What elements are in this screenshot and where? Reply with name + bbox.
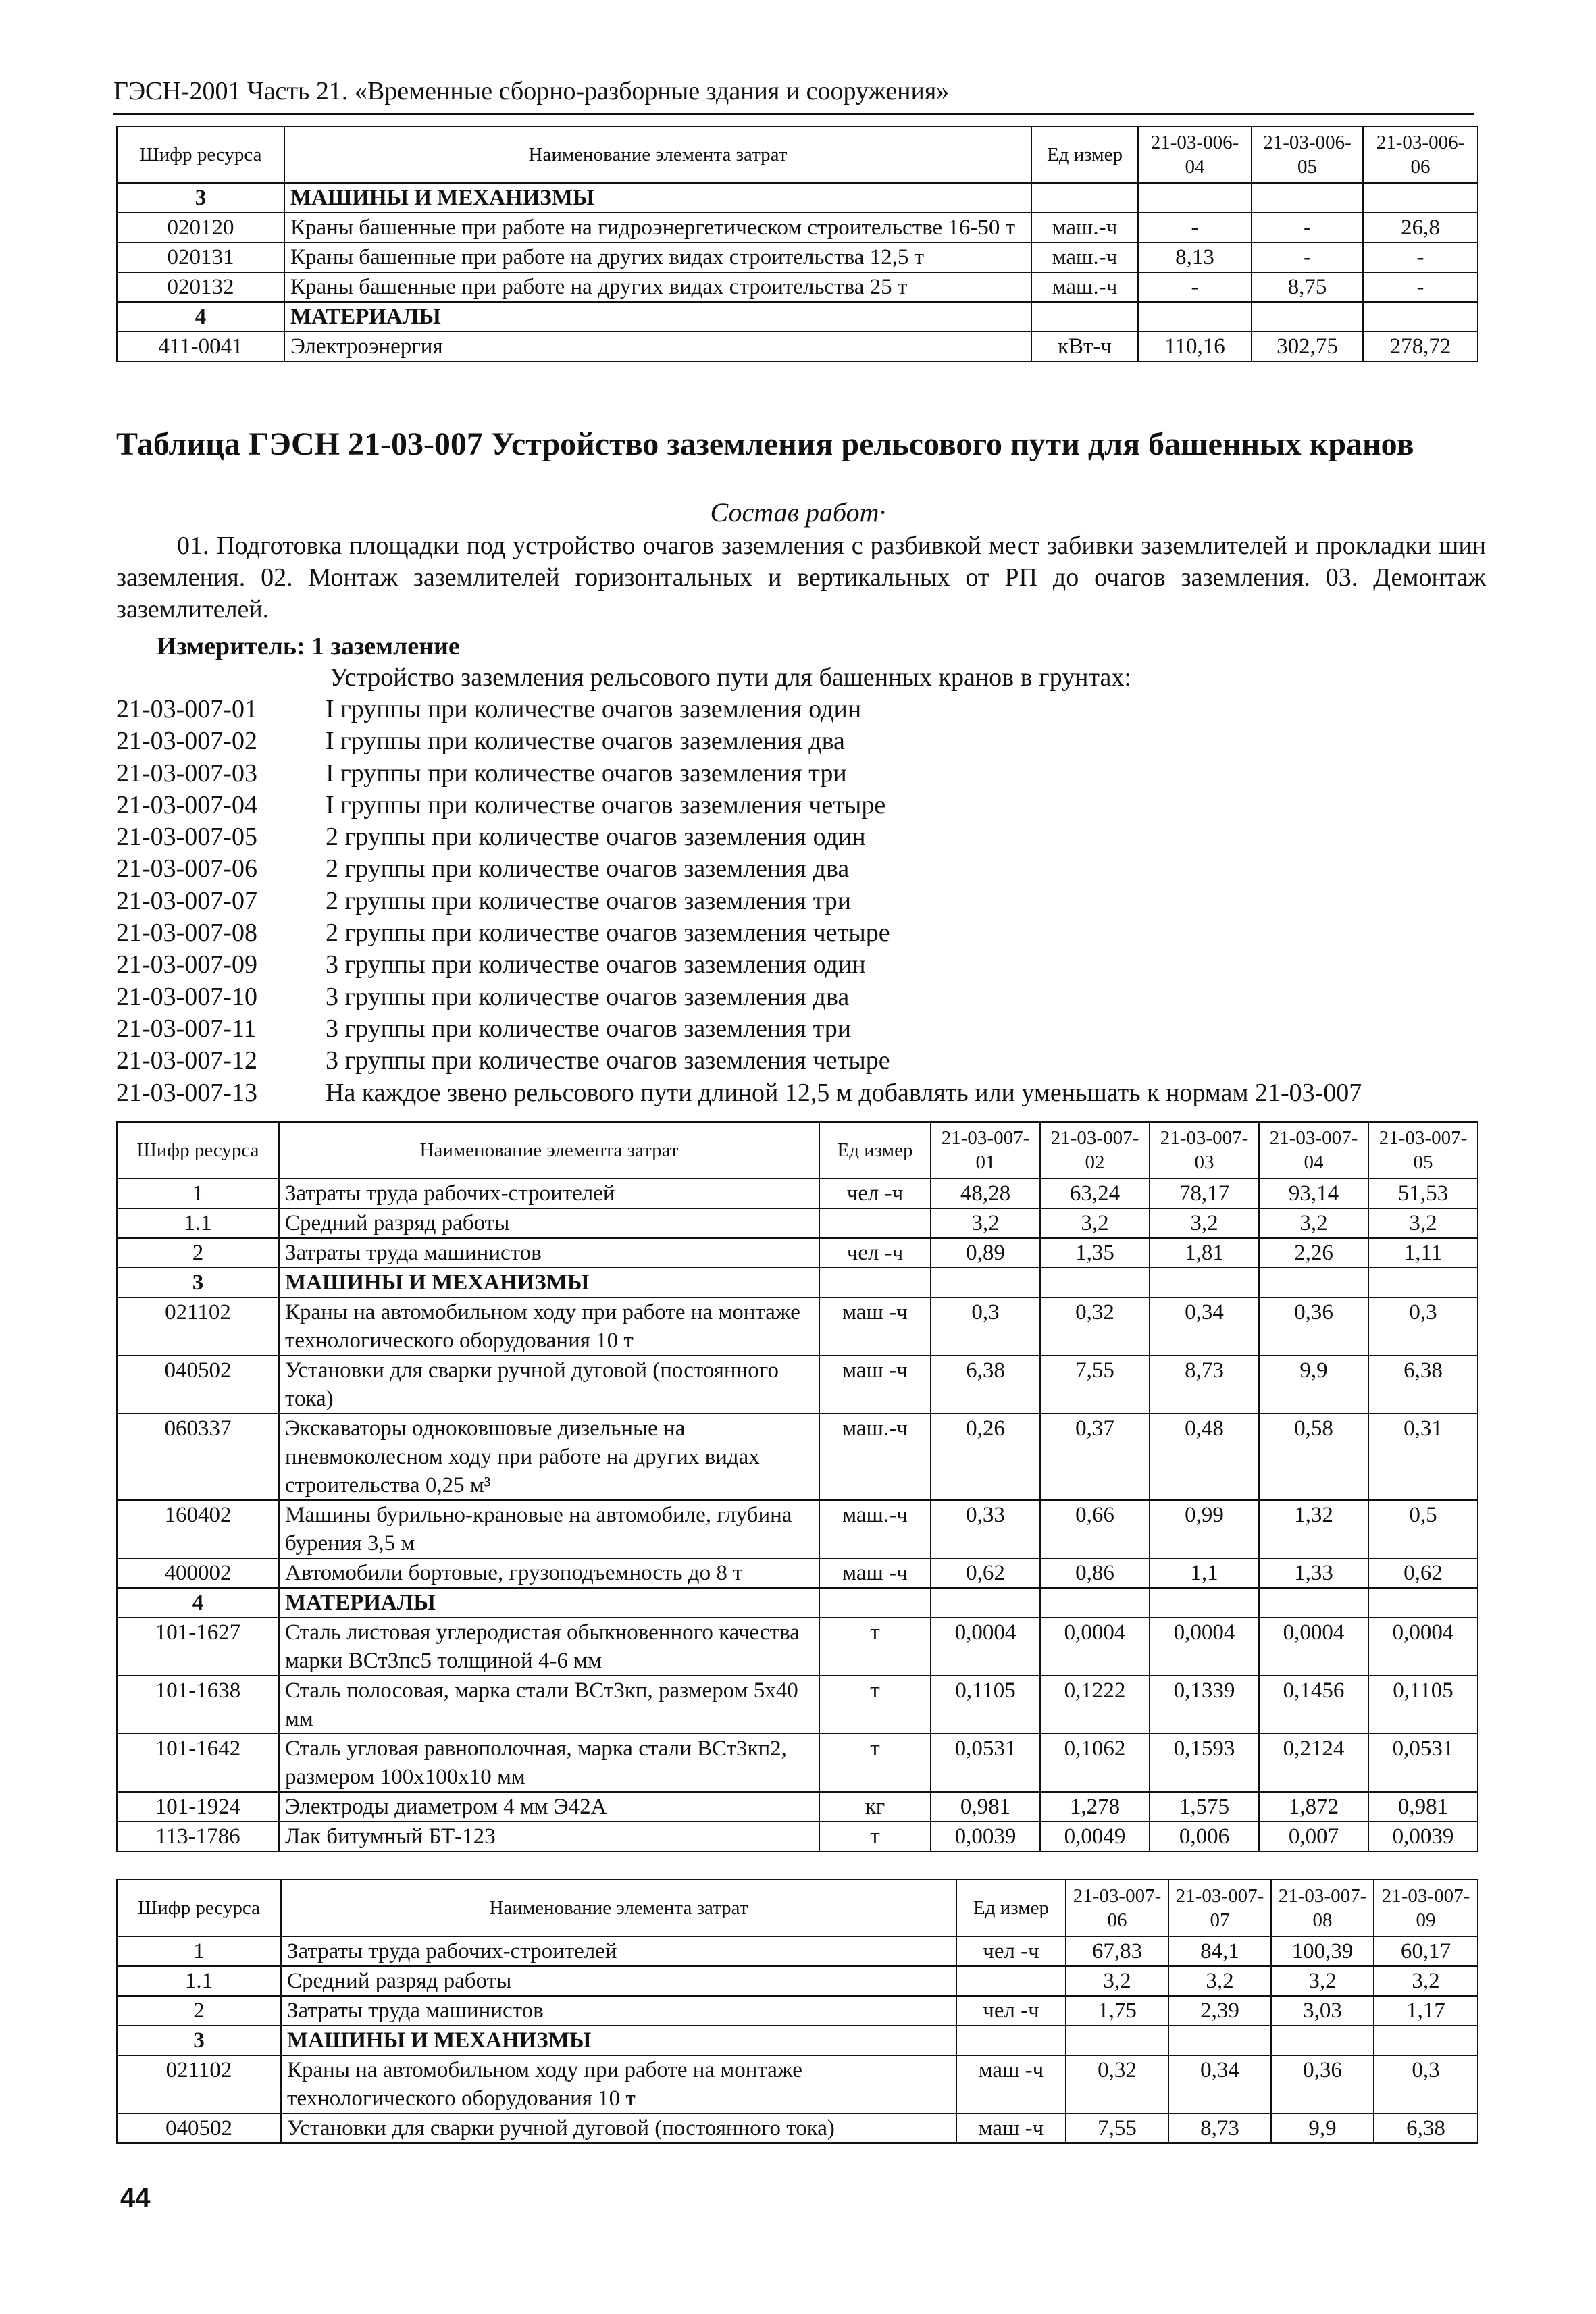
- norm-value: 0,99: [1150, 1500, 1259, 1558]
- norm-value: 0,981: [931, 1792, 1040, 1822]
- norm-value: 26,8: [1363, 213, 1478, 242]
- resource-name: Лак битумный БТ-123: [279, 1822, 819, 1851]
- norm-value: 3,2: [931, 1208, 1040, 1238]
- norm-value: 0,1593: [1150, 1734, 1259, 1792]
- column-header: 21-03-007-05: [1368, 1122, 1478, 1179]
- table-row: [117, 1238, 1478, 1268]
- column-header: 21-03-006-05: [1252, 126, 1363, 183]
- norm-value: 3,2: [1368, 1208, 1478, 1238]
- table-row: [117, 1558, 1478, 1588]
- norm-value: 0,0531: [1368, 1734, 1478, 1792]
- resource-table-bottom: [116, 1879, 1478, 2144]
- variant-item: [116, 1045, 1362, 1077]
- resource-code: 060337: [117, 1414, 279, 1500]
- norm-value: 67,83: [1066, 1936, 1168, 1966]
- variant-code: 21-03-007-06: [116, 854, 257, 883]
- norm-value: [1150, 1588, 1259, 1618]
- norm-value: [931, 1588, 1040, 1618]
- norm-value: 9,9: [1271, 2113, 1374, 2143]
- section-row: [117, 1268, 1478, 1297]
- column-header: Шифр ресурса: [117, 1880, 281, 1936]
- column-header: 21-03-006-04: [1138, 126, 1252, 183]
- norm-value: 0,0004: [1040, 1618, 1150, 1676]
- norm-value: -: [1138, 272, 1252, 302]
- resource-name: Затраты труда рабочих-строителей: [281, 1936, 956, 1966]
- norm-value: 7,55: [1066, 2113, 1168, 2143]
- resource-code: 020120: [117, 213, 284, 242]
- table-row: [117, 1208, 1478, 1238]
- resource-table-mid: [116, 1121, 1478, 1852]
- norm-value: 278,72: [1363, 332, 1478, 361]
- table-row: [117, 1936, 1478, 1966]
- variant-item: [116, 853, 1362, 885]
- table-row: [117, 242, 1478, 272]
- norm-value: 0,1339: [1150, 1676, 1259, 1734]
- column-header: 21-03-007-06: [1066, 1880, 1168, 1936]
- resource-name: Электроды диаметром 4 мм Э42А: [279, 1792, 819, 1822]
- resource-code: 040502: [117, 2113, 281, 2143]
- column-header: Ед измер: [956, 1880, 1066, 1936]
- norm-value: [1040, 1588, 1150, 1618]
- table-row: [117, 1792, 1478, 1822]
- norm-value: 3,03: [1271, 1996, 1374, 2026]
- variant-item: [116, 949, 1362, 981]
- norm-value: 93,14: [1259, 1179, 1368, 1208]
- norm-value: 0,36: [1271, 2055, 1374, 2113]
- norm-value: 60,17: [1374, 1936, 1478, 1966]
- unit: [819, 1588, 931, 1618]
- norm-value: 0,1456: [1259, 1676, 1368, 1734]
- table-row: [117, 1618, 1478, 1676]
- table-row: [117, 1734, 1478, 1792]
- norm-value: [1374, 2026, 1478, 2055]
- variant-code: 21-03-007-09: [116, 950, 257, 979]
- column-header: 21-03-007-09: [1374, 1880, 1478, 1936]
- variant-code: 21-03-007-04: [116, 790, 257, 819]
- norm-value: 0,007: [1259, 1822, 1368, 1851]
- resource-code: 101-1638: [117, 1676, 279, 1734]
- resource-code: 1.1: [117, 1208, 279, 1238]
- norm-value: [1252, 302, 1363, 332]
- resource-name: Машины бурильно-крановые на автомобиле, глубина бурения 3,5 м: [279, 1500, 819, 1558]
- variant-text: 2 группы при количестве очагов заземления четыре: [326, 919, 890, 948]
- section-row: [117, 1588, 1478, 1618]
- norm-value: [1368, 1588, 1478, 1618]
- resource-name: Установки для сварки ручной дуговой (постоянного тока): [279, 1356, 819, 1414]
- norm-value: -: [1138, 213, 1252, 242]
- norm-value: -: [1363, 242, 1478, 272]
- variant-text: На каждое звено рельсового пути длиной 12,5 м добавлять или уменьшать к нормам 21-03-007: [326, 1078, 1362, 1107]
- variant-item: [116, 1013, 1362, 1045]
- resource-name: Сталь угловая равнополочная, марка стали ВСт3кп2, размером 100х100х10 мм: [279, 1734, 819, 1792]
- unit: маш.-ч: [1031, 242, 1138, 272]
- variants-intro: Устройство заземления рельсового пути для башенных кранов в грунтах:: [330, 663, 1131, 692]
- norm-value: 0,1222: [1040, 1676, 1150, 1734]
- resource-code: 101-1627: [117, 1618, 279, 1676]
- norm-value: 1,17: [1374, 1996, 1478, 2026]
- table-row: [117, 1179, 1478, 1208]
- unit: маш -ч: [956, 2113, 1066, 2143]
- column-header: Ед измер: [819, 1122, 931, 1179]
- variant-text: 3 группы при количестве очагов заземления четыре: [326, 1046, 890, 1075]
- norm-value: 0,26: [931, 1414, 1040, 1500]
- column-header: Наименование элемента затрат: [281, 1880, 956, 1936]
- norm-value: 0,34: [1168, 2055, 1271, 2113]
- variant-item: [116, 694, 1362, 725]
- unit: т: [819, 1734, 931, 1792]
- norm-value: 6,38: [1374, 2113, 1478, 2143]
- norm-value: 1,35: [1040, 1238, 1150, 1268]
- resource-code: 3: [117, 1268, 279, 1297]
- norm-value: 0,0004: [1150, 1618, 1259, 1676]
- norm-value: 1,75: [1066, 1996, 1168, 2026]
- norm-value: 6,38: [1368, 1356, 1478, 1414]
- unit: [819, 1208, 931, 1238]
- norm-value: 3,2: [1066, 1966, 1168, 1996]
- resource-name: Краны башенные при работе на других видах строительства 12,5 т: [284, 242, 1031, 272]
- composition-text: 01. Подготовка площадки под устройство очагов заземления с разбивкой мест забивки заземлителей и прокладки шин заземления. 02. Монтаж заземлителей горизонтальных и вертикальных от РП до очагов заземления. 03. Демонтаж заземлителей.: [116, 532, 1486, 623]
- unit: кг: [819, 1792, 931, 1822]
- resource-name: Автомобили бортовые, грузоподъемность до 8 т: [279, 1558, 819, 1588]
- variant-code: 21-03-007-13: [116, 1078, 257, 1107]
- unit: маш.-ч: [819, 1500, 931, 1558]
- unit: кВт-ч: [1031, 332, 1138, 361]
- resource-name: МАШИНЫ И МЕХАНИЗМЫ: [279, 1268, 819, 1297]
- norm-value: [1259, 1268, 1368, 1297]
- norm-value: 0,006: [1150, 1822, 1259, 1851]
- resource-name: Краны на автомобильном ходу при работе на монтаже технологического оборудования 10 т: [279, 1297, 819, 1356]
- table-row: [117, 1297, 1478, 1356]
- norm-value: 3,2: [1271, 1966, 1374, 1996]
- norm-value: 8,73: [1168, 2113, 1271, 2143]
- column-header: 21-03-007-03: [1150, 1122, 1259, 1179]
- norm-value: [1259, 1588, 1368, 1618]
- norm-value: 1,81: [1150, 1238, 1259, 1268]
- variant-code: 21-03-007-08: [116, 919, 257, 948]
- table-row: [117, 213, 1478, 242]
- norm-value: 7,55: [1040, 1356, 1150, 1414]
- norm-value: 3,2: [1259, 1208, 1368, 1238]
- norm-value: [1271, 2026, 1374, 2055]
- unit: чел -ч: [819, 1238, 931, 1268]
- norm-value: 0,5: [1368, 1500, 1478, 1558]
- resource-name: МАШИНЫ И МЕХАНИЗМЫ: [281, 2026, 956, 2055]
- norm-value: [931, 1268, 1040, 1297]
- resource-name: Электроэнергия: [284, 332, 1031, 361]
- variant-code: 21-03-007-07: [116, 886, 257, 915]
- variant-code: 21-03-007-05: [116, 823, 257, 852]
- resource-code: 101-1924: [117, 1792, 279, 1822]
- norm-value: 1,278: [1040, 1792, 1150, 1822]
- unit: маш -ч: [819, 1558, 931, 1588]
- variant-text: 3 группы при количестве очагов заземления один: [326, 950, 866, 979]
- norm-value: 51,53: [1368, 1179, 1478, 1208]
- column-header: 21-03-007-04: [1259, 1122, 1368, 1179]
- table-row: [117, 1356, 1478, 1414]
- variant-code: 21-03-007-03: [116, 759, 257, 788]
- norm-value: -: [1252, 242, 1363, 272]
- norm-value: 3,2: [1374, 1966, 1478, 1996]
- unit: маш.-ч: [1031, 213, 1138, 242]
- variant-code: 21-03-007-12: [116, 1046, 257, 1075]
- unit: маш.-ч: [819, 1414, 931, 1500]
- variant-item: [116, 917, 1362, 949]
- resource-name: Затраты труда машинистов: [279, 1238, 819, 1268]
- norm-value: 0,33: [931, 1500, 1040, 1558]
- resource-name: Затраты труда рабочих-строителей: [279, 1179, 819, 1208]
- norm-value: [1150, 1268, 1259, 1297]
- variant-code: 21-03-007-11: [116, 1014, 257, 1043]
- resource-code: 021102: [117, 1297, 279, 1356]
- norm-value: 0,62: [931, 1558, 1040, 1588]
- resource-name: Экскаваторы одноковшовые дизельные на пневмоколесном ходу при работе на других видах строительства 0,25 м³: [279, 1414, 819, 1500]
- norm-value: 0,0039: [1368, 1822, 1478, 1851]
- variant-item: [116, 725, 1362, 757]
- norm-value: 1,575: [1150, 1792, 1259, 1822]
- resource-name: Средний разряд работы: [281, 1966, 956, 1996]
- norm-value: [1138, 183, 1252, 213]
- norm-value: [1363, 183, 1478, 213]
- norm-value: 0,0039: [931, 1822, 1040, 1851]
- norm-value: 84,1: [1168, 1936, 1271, 1966]
- unit: маш -ч: [819, 1356, 931, 1414]
- unit: [956, 2026, 1066, 2055]
- norm-value: 302,75: [1252, 332, 1363, 361]
- column-header: Наименование элемента затрат: [284, 126, 1031, 183]
- variant-code: 21-03-007-01: [116, 695, 257, 723]
- resource-code: 4: [117, 1588, 279, 1618]
- page-header: ГЭСН-2001 Часть 21. «Временные сборно-разборные здания и сооружения»: [113, 76, 1474, 115]
- norm-value: 8,75: [1252, 272, 1363, 302]
- table-row: [117, 1414, 1478, 1500]
- table-row: [117, 2113, 1478, 2143]
- norm-value: 63,24: [1040, 1179, 1150, 1208]
- column-header: Ед измер: [1031, 126, 1138, 183]
- resource-code: 1.1: [117, 1966, 281, 1996]
- norm-value: 1,33: [1259, 1558, 1368, 1588]
- norm-value: 0,62: [1368, 1558, 1478, 1588]
- norm-value: 0,0004: [931, 1618, 1040, 1676]
- section-row: [117, 183, 1478, 213]
- resource-code: 113-1786: [117, 1822, 279, 1851]
- norm-value: [1138, 302, 1252, 332]
- variant-text: I группы при количестве очагов заземления один: [326, 695, 862, 723]
- norm-value: 78,17: [1150, 1179, 1259, 1208]
- column-header: 21-03-006-06: [1363, 126, 1478, 183]
- norm-value: 0,86: [1040, 1558, 1150, 1588]
- variant-text: 2 группы при количестве очагов заземления три: [326, 886, 852, 915]
- norm-value: 0,1105: [1368, 1676, 1478, 1734]
- resource-name: Краны на автомобильном ходу при работе на монтаже технологического оборудования 10 т: [281, 2055, 956, 2113]
- unit: маш.-ч: [1031, 272, 1138, 302]
- table-row: [117, 1676, 1478, 1734]
- norm-value: 0,3: [1374, 2055, 1478, 2113]
- resource-code: 3: [117, 2026, 281, 2055]
- norm-value: 8,13: [1138, 242, 1252, 272]
- norm-value: 8,73: [1150, 1356, 1259, 1414]
- norm-value: [1363, 302, 1478, 332]
- norm-value: 3,2: [1150, 1208, 1259, 1238]
- variant-text: 2 группы при количестве очагов заземления один: [326, 823, 866, 852]
- unit: т: [819, 1618, 931, 1676]
- variant-item: [116, 885, 1362, 917]
- norm-value: -: [1252, 213, 1363, 242]
- norm-value: 3,2: [1168, 1966, 1271, 1996]
- norm-value: 0,48: [1150, 1414, 1259, 1500]
- norm-value: 0,1105: [931, 1676, 1040, 1734]
- resource-code: 400002: [117, 1558, 279, 1588]
- column-header: 21-03-007-08: [1271, 1880, 1374, 1936]
- variant-item: [116, 1077, 1362, 1109]
- table-header: [117, 1122, 1478, 1179]
- norm-value: 0,58: [1259, 1414, 1368, 1500]
- variant-item: [116, 758, 1362, 790]
- norm-value: 0,0531: [931, 1734, 1040, 1792]
- unit: [956, 1966, 1066, 1996]
- unit: чел -ч: [956, 1996, 1066, 2026]
- unit: т: [819, 1822, 931, 1851]
- resource-code: 101-1642: [117, 1734, 279, 1792]
- section-row: [117, 2026, 1478, 2055]
- unit: [1031, 302, 1138, 332]
- table-row: [117, 2055, 1478, 2113]
- variant-item: [116, 981, 1362, 1013]
- composition-title: Состав работ·: [710, 497, 886, 528]
- table-row: [117, 1996, 1478, 2026]
- variant-text: I группы при количестве очагов заземления три: [326, 759, 847, 788]
- resource-code: 1: [117, 1179, 279, 1208]
- norm-value: 48,28: [931, 1179, 1040, 1208]
- variant-text: I группы при количестве очагов заземления два: [326, 727, 845, 756]
- resource-name: Установки для сварки ручной дуговой (постоянного тока): [281, 2113, 956, 2143]
- unit: чел -ч: [956, 1936, 1066, 1966]
- resource-code: 040502: [117, 1356, 279, 1414]
- resource-name: Сталь полосовая, марка стали ВСт3кп, размером 5х40 мм: [279, 1676, 819, 1734]
- norm-value: 3,2: [1040, 1208, 1150, 1238]
- table-row: [117, 332, 1478, 361]
- norm-value: 0,0004: [1368, 1618, 1478, 1676]
- norm-value: 1,872: [1259, 1792, 1368, 1822]
- unit: чел -ч: [819, 1179, 931, 1208]
- column-header: 21-03-007-07: [1168, 1880, 1271, 1936]
- norm-value: 0,31: [1368, 1414, 1478, 1500]
- variant-code: 21-03-007-10: [116, 982, 257, 1011]
- table-title: Таблица ГЭСН 21-03-007 Устройство заземления рельсового пути для башенных кранов: [116, 426, 1414, 462]
- variant-text: 3 группы при количестве очагов заземления два: [326, 982, 850, 1011]
- variant-item: [116, 790, 1362, 821]
- unit: т: [819, 1676, 931, 1734]
- norm-value: 0,981: [1368, 1792, 1478, 1822]
- norm-value: 0,32: [1066, 2055, 1168, 2113]
- norm-value: 0,34: [1150, 1297, 1259, 1356]
- variant-text: I группы при количестве очагов заземления четыре: [326, 790, 886, 819]
- norm-value: [1066, 2026, 1168, 2055]
- column-header: Шифр ресурса: [117, 126, 284, 183]
- resource-code: 2: [117, 1996, 281, 2026]
- resource-name: Краны башенные при работе на других видах строительства 25 т: [284, 272, 1031, 302]
- resource-name: МАШИНЫ И МЕХАНИЗМЫ: [284, 183, 1031, 213]
- table-row: [117, 1966, 1478, 1996]
- variant-item: [116, 821, 1362, 853]
- unit: [819, 1268, 931, 1297]
- unit: [1031, 183, 1138, 213]
- resource-table-top: [116, 126, 1478, 362]
- norm-value: 0,66: [1040, 1500, 1150, 1558]
- norm-value: -: [1363, 272, 1478, 302]
- column-header: 21-03-007-02: [1040, 1122, 1150, 1179]
- norm-value: 0,3: [1368, 1297, 1478, 1356]
- unit: маш -ч: [956, 2055, 1066, 2113]
- column-header: Наименование элемента затрат: [279, 1122, 819, 1179]
- norm-value: 0,3: [931, 1297, 1040, 1356]
- norm-value: 0,2124: [1259, 1734, 1368, 1792]
- resource-code: 1: [117, 1936, 281, 1966]
- norm-value: 100,39: [1271, 1936, 1374, 1966]
- table-header: [117, 126, 1478, 183]
- norm-value: 0,32: [1040, 1297, 1150, 1356]
- section-row: [117, 302, 1478, 332]
- variants-list: [116, 694, 1362, 1109]
- resource-name: МАТЕРИАЛЫ: [284, 302, 1031, 332]
- resource-code: 021102: [117, 2055, 281, 2113]
- norm-value: 1,32: [1259, 1500, 1368, 1558]
- norm-value: 2,39: [1168, 1996, 1271, 2026]
- resource-code: 2: [117, 1238, 279, 1268]
- norm-value: 2,26: [1259, 1238, 1368, 1268]
- page-number: 44: [120, 2183, 151, 2213]
- resource-code: 020132: [117, 272, 284, 302]
- norm-value: [1368, 1268, 1478, 1297]
- resource-name: Краны башенные при работе на гидроэнергетическом строительстве 16-50 т: [284, 213, 1031, 242]
- measure-unit: Измеритель: 1 заземление: [157, 632, 460, 661]
- column-header: 21-03-007-01: [931, 1122, 1040, 1179]
- norm-value: [1040, 1268, 1150, 1297]
- norm-value: 1,11: [1368, 1238, 1478, 1268]
- unit: маш -ч: [819, 1297, 931, 1356]
- norm-value: 0,89: [931, 1238, 1040, 1268]
- table-header: [117, 1880, 1478, 1936]
- norm-value: 110,16: [1138, 332, 1252, 361]
- norm-value: 9,9: [1259, 1356, 1368, 1414]
- norm-value: 0,1062: [1040, 1734, 1150, 1792]
- norm-value: [1252, 183, 1363, 213]
- resource-name: Затраты труда машинистов: [281, 1996, 956, 2026]
- resource-code: 411-0041: [117, 332, 284, 361]
- resource-code: 4: [117, 302, 284, 332]
- variant-code: 21-03-007-02: [116, 727, 257, 756]
- norm-value: 0,0049: [1040, 1822, 1150, 1851]
- norm-value: 0,0004: [1259, 1618, 1368, 1676]
- norm-value: [1168, 2026, 1271, 2055]
- resource-code: 3: [117, 183, 284, 213]
- resource-name: Средний разряд работы: [279, 1208, 819, 1238]
- column-header: Шифр ресурса: [117, 1122, 279, 1179]
- table-row: [117, 272, 1478, 302]
- norm-value: 1,1: [1150, 1558, 1259, 1588]
- variant-text: 2 группы при количестве очагов заземления два: [326, 854, 850, 883]
- resource-code: 160402: [117, 1500, 279, 1558]
- norm-value: 0,36: [1259, 1297, 1368, 1356]
- norm-value: 0,37: [1040, 1414, 1150, 1500]
- table-row: [117, 1500, 1478, 1558]
- table-row: [117, 1822, 1478, 1851]
- resource-name: Сталь листовая углеродистая обыкновенного качества марки ВСт3пс5 толщиной 4-6 мм: [279, 1618, 819, 1676]
- norm-value: 6,38: [931, 1356, 1040, 1414]
- variant-text: 3 группы при количестве очагов заземления три: [326, 1014, 852, 1043]
- resource-name: МАТЕРИАЛЫ: [279, 1588, 819, 1618]
- resource-code: 020131: [117, 242, 284, 272]
